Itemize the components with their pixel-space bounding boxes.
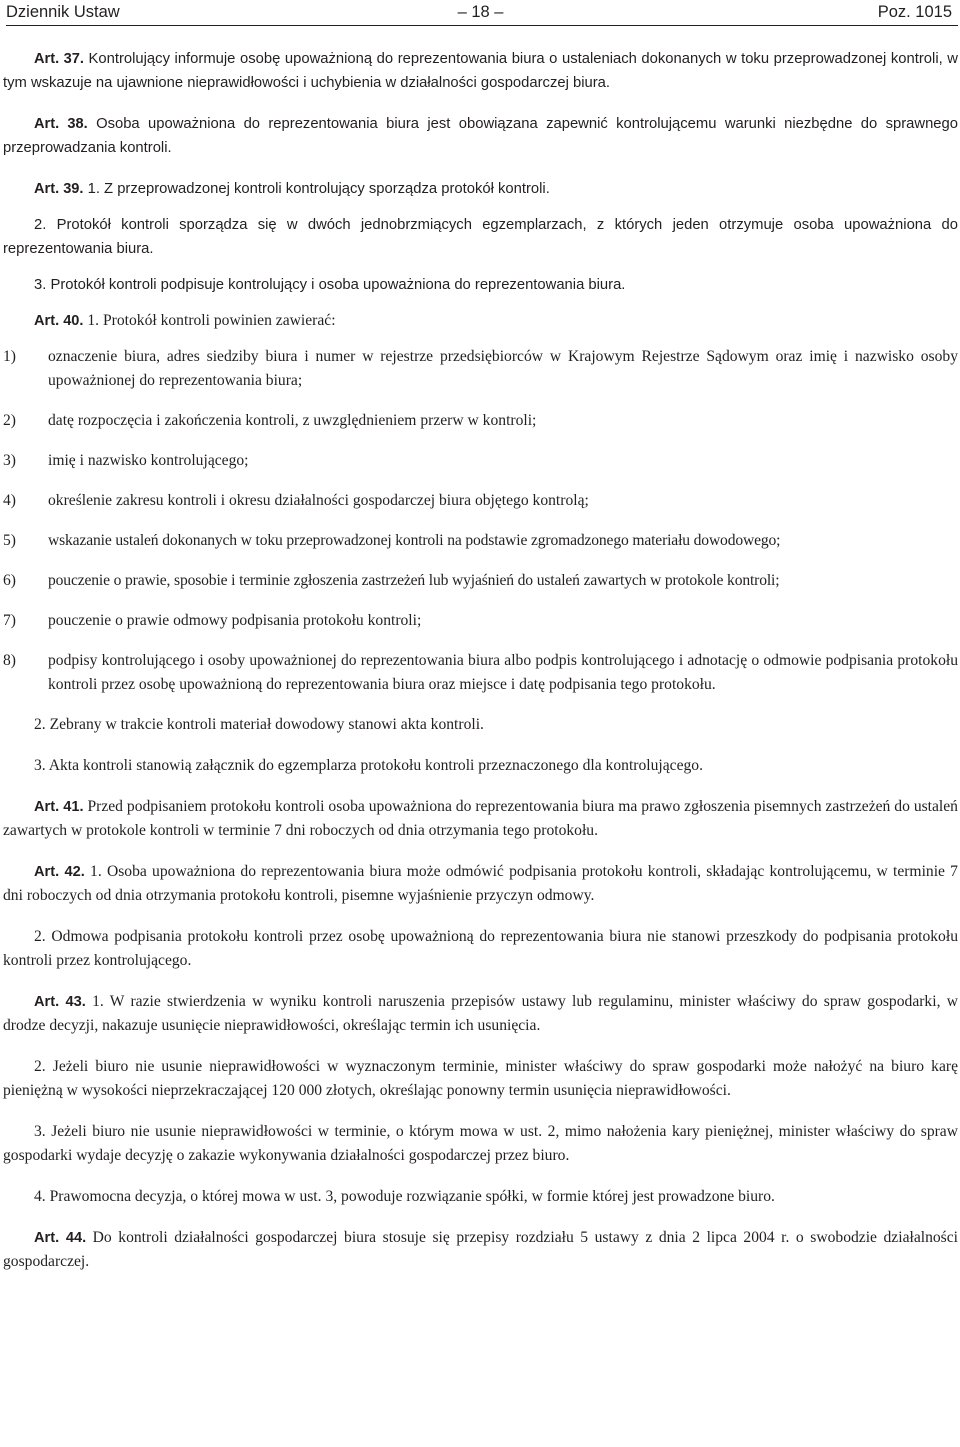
article-44 (3, 1226, 958, 1274)
article-39-par-3: 3. Protokół kontroli podpisuje kontrolujący i osoba upoważniona do reprezentowania biura. (34, 277, 626, 293)
article-42-par-2: 2. Odmowa podpisania protokołu kontroli przez osobę upoważnioną do reprezentowania biura nie stanowi przeszkody do podpisania protokołu kontroli przez kontrolującego. (3, 928, 958, 969)
article-label: Art. 39. (34, 181, 84, 197)
article-38 (3, 112, 958, 160)
article-text: Do kontroli działalności gospodarczej biura stosuje się przepisy rozdziału 5 ustawy z dnia 2 lipca 2004 r. o swobodzie działalności gospodarczej. (3, 1229, 958, 1270)
article-text: Kontrolujący informuje osobę upoważnioną do reprezentowania biura o ustaleniach dokonanych w toku przeprowadzonej kontroli, w tym wskazuje na ujawnione nieprawidłowości i uchybienia w działalności gospodarczej biura. (3, 51, 958, 91)
list-item: 6) pouczenie o prawie, sposobie i terminie zgłoszenia zastrzeżeń lub wyjaśnień do ustaleń zawartych w protokole kontroli; (3, 572, 780, 589)
article-label: Art. 43. (34, 994, 86, 1010)
article-37 (3, 47, 958, 95)
article-text: 1. Z przeprowadzonej kontroli kontrolujący sporządza protokół kontroli. (83, 181, 550, 197)
list-item: 7) pouczenie o prawie odmowy podpisania protokołu kontroli; (3, 612, 422, 629)
article-43-par-4: 4. Prawomocna decyzja, o której mowa w ust. 3, powoduje rozwiązanie spółki, w formie której jest prowadzone biuro. (34, 1188, 775, 1205)
article-40-par-2: 2. Zebrany w trakcie kontroli materiał dowodowy stanowi akta kontroli. (34, 716, 484, 733)
article-text: 1. W razie stwierdzenia w wyniku kontroli naruszenia przepisów ustawy lub regulaminu, minister właściwy do spraw gospodarki, w drodze decyzji, nakazuje usunięcie nieprawidłowości, określając termin ich usunięcia. (3, 993, 958, 1034)
list-item: 2) datę rozpoczęcia i zakończenia kontroli, z uwzględnieniem przerw w kontroli; (3, 412, 537, 429)
list-item: 4) określenie zakresu kontroli i okresu działalności gospodarczej biura objętego kontrolą; (3, 492, 589, 509)
article-label: Art. 44. (34, 1230, 87, 1246)
list-item: 5) wskazanie ustaleń dokonanych w toku przeprowadzonej kontroli na podstawie zgromadzonego materiału dowodowego; (3, 532, 781, 549)
position-number: Poz. 1015 (877, 3, 952, 21)
article-label: Art. 42. (34, 864, 85, 880)
article-40-par-3: 3. Akta kontroli stanowią załącznik do egzemplarza protokołu kontroli przeznaczonego dla kontrolującego. (34, 757, 703, 774)
article-39-par-1 (3, 177, 958, 201)
article-42-par-1 (3, 860, 958, 908)
document-body (3, 26, 958, 1274)
article-text: 1. Protokół kontroli powinien zawierać: (83, 312, 336, 329)
article-text: Przed podpisaniem protokołu kontroli osoba upoważniona do reprezentowania biura ma prawo zgłoszenia pisemnych zastrzeżeń do ustaleń zawartych w protokole kontroli w terminie 7 dni roboczych od dnia otrzymania tego protokołu. (3, 798, 958, 839)
publication-title: Dziennik Ustaw (6, 3, 120, 21)
running-header (3, 0, 958, 26)
article-label: Art. 40. (34, 313, 84, 329)
article-40-intro (3, 309, 958, 333)
article-39-par-2: 2. Protokół kontroli sporządza się w dwóch jednobrzmiących egzemplarzach, z których jeden otrzymuje osoba upoważniona do reprezentowania biura. (3, 217, 958, 257)
article-label: Art. 41. (34, 799, 84, 815)
header-divider (6, 25, 958, 26)
article-41 (3, 795, 958, 843)
list-item: 3) imię i nazwisko kontrolującego; (3, 452, 249, 469)
article-label: Art. 38. (34, 116, 88, 132)
article-43-par-2: 2. Jeżeli biuro nie usunie nieprawidłowości w wyznaczonym terminie, minister właściwy do spraw gospodarki może nałożyć na biuro karę pieniężną w wysokości nieprzekraczającej 120 000 złotych, określając ponowny termin usunięcia nieprawidłowości. (3, 1058, 958, 1099)
article-text: 1. Osoba upoważniona do reprezentowania biura może odmówić podpisania protokołu kontroli, składając kontrolującemu, w terminie 7 dni roboczych od dnia otrzymania protokołu kontroli, pisemne wyjaśnienie przyczyn odmowy. (3, 863, 958, 904)
article-label: Art. 37. (34, 51, 84, 67)
article-text: Osoba upoważniona do reprezentowania biura jest obowiązana zapewnić kontrolującemu warunki niezbędne do sprawnego przeprowadzania kontroli. (3, 116, 958, 156)
article-40-list (3, 345, 958, 697)
page-number: – 18 – (457, 3, 504, 21)
list-item: 1) oznaczenie biura, adres siedziby biura i numer w rejestrze przedsiębiorców w Krajowym Rejestrze Sądowym oraz imię i nazwisko osoby upoważnionej do reprezentowania biura; (3, 348, 958, 389)
article-43-par-3: 3. Jeżeli biuro nie usunie nieprawidłowości w terminie, o którym mowa w ust. 2, mimo nałożenia kary pieniężnej, minister właściwy do spraw gospodarki wydaje decyzję o zakazie wykonywania działalności gospodarczej przez biuro. (3, 1123, 958, 1164)
article-43-par-1 (3, 990, 958, 1038)
list-item: 8) podpisy kontrolującego i osoby upoważnionej do reprezentowania biura albo podpis kontrolującego i adnotację o odmowie podpisania protokołu kontroli przez osobę upoważnioną do reprezentowania biura oraz miejsce i datę podpisania tego protokołu. (3, 652, 958, 693)
